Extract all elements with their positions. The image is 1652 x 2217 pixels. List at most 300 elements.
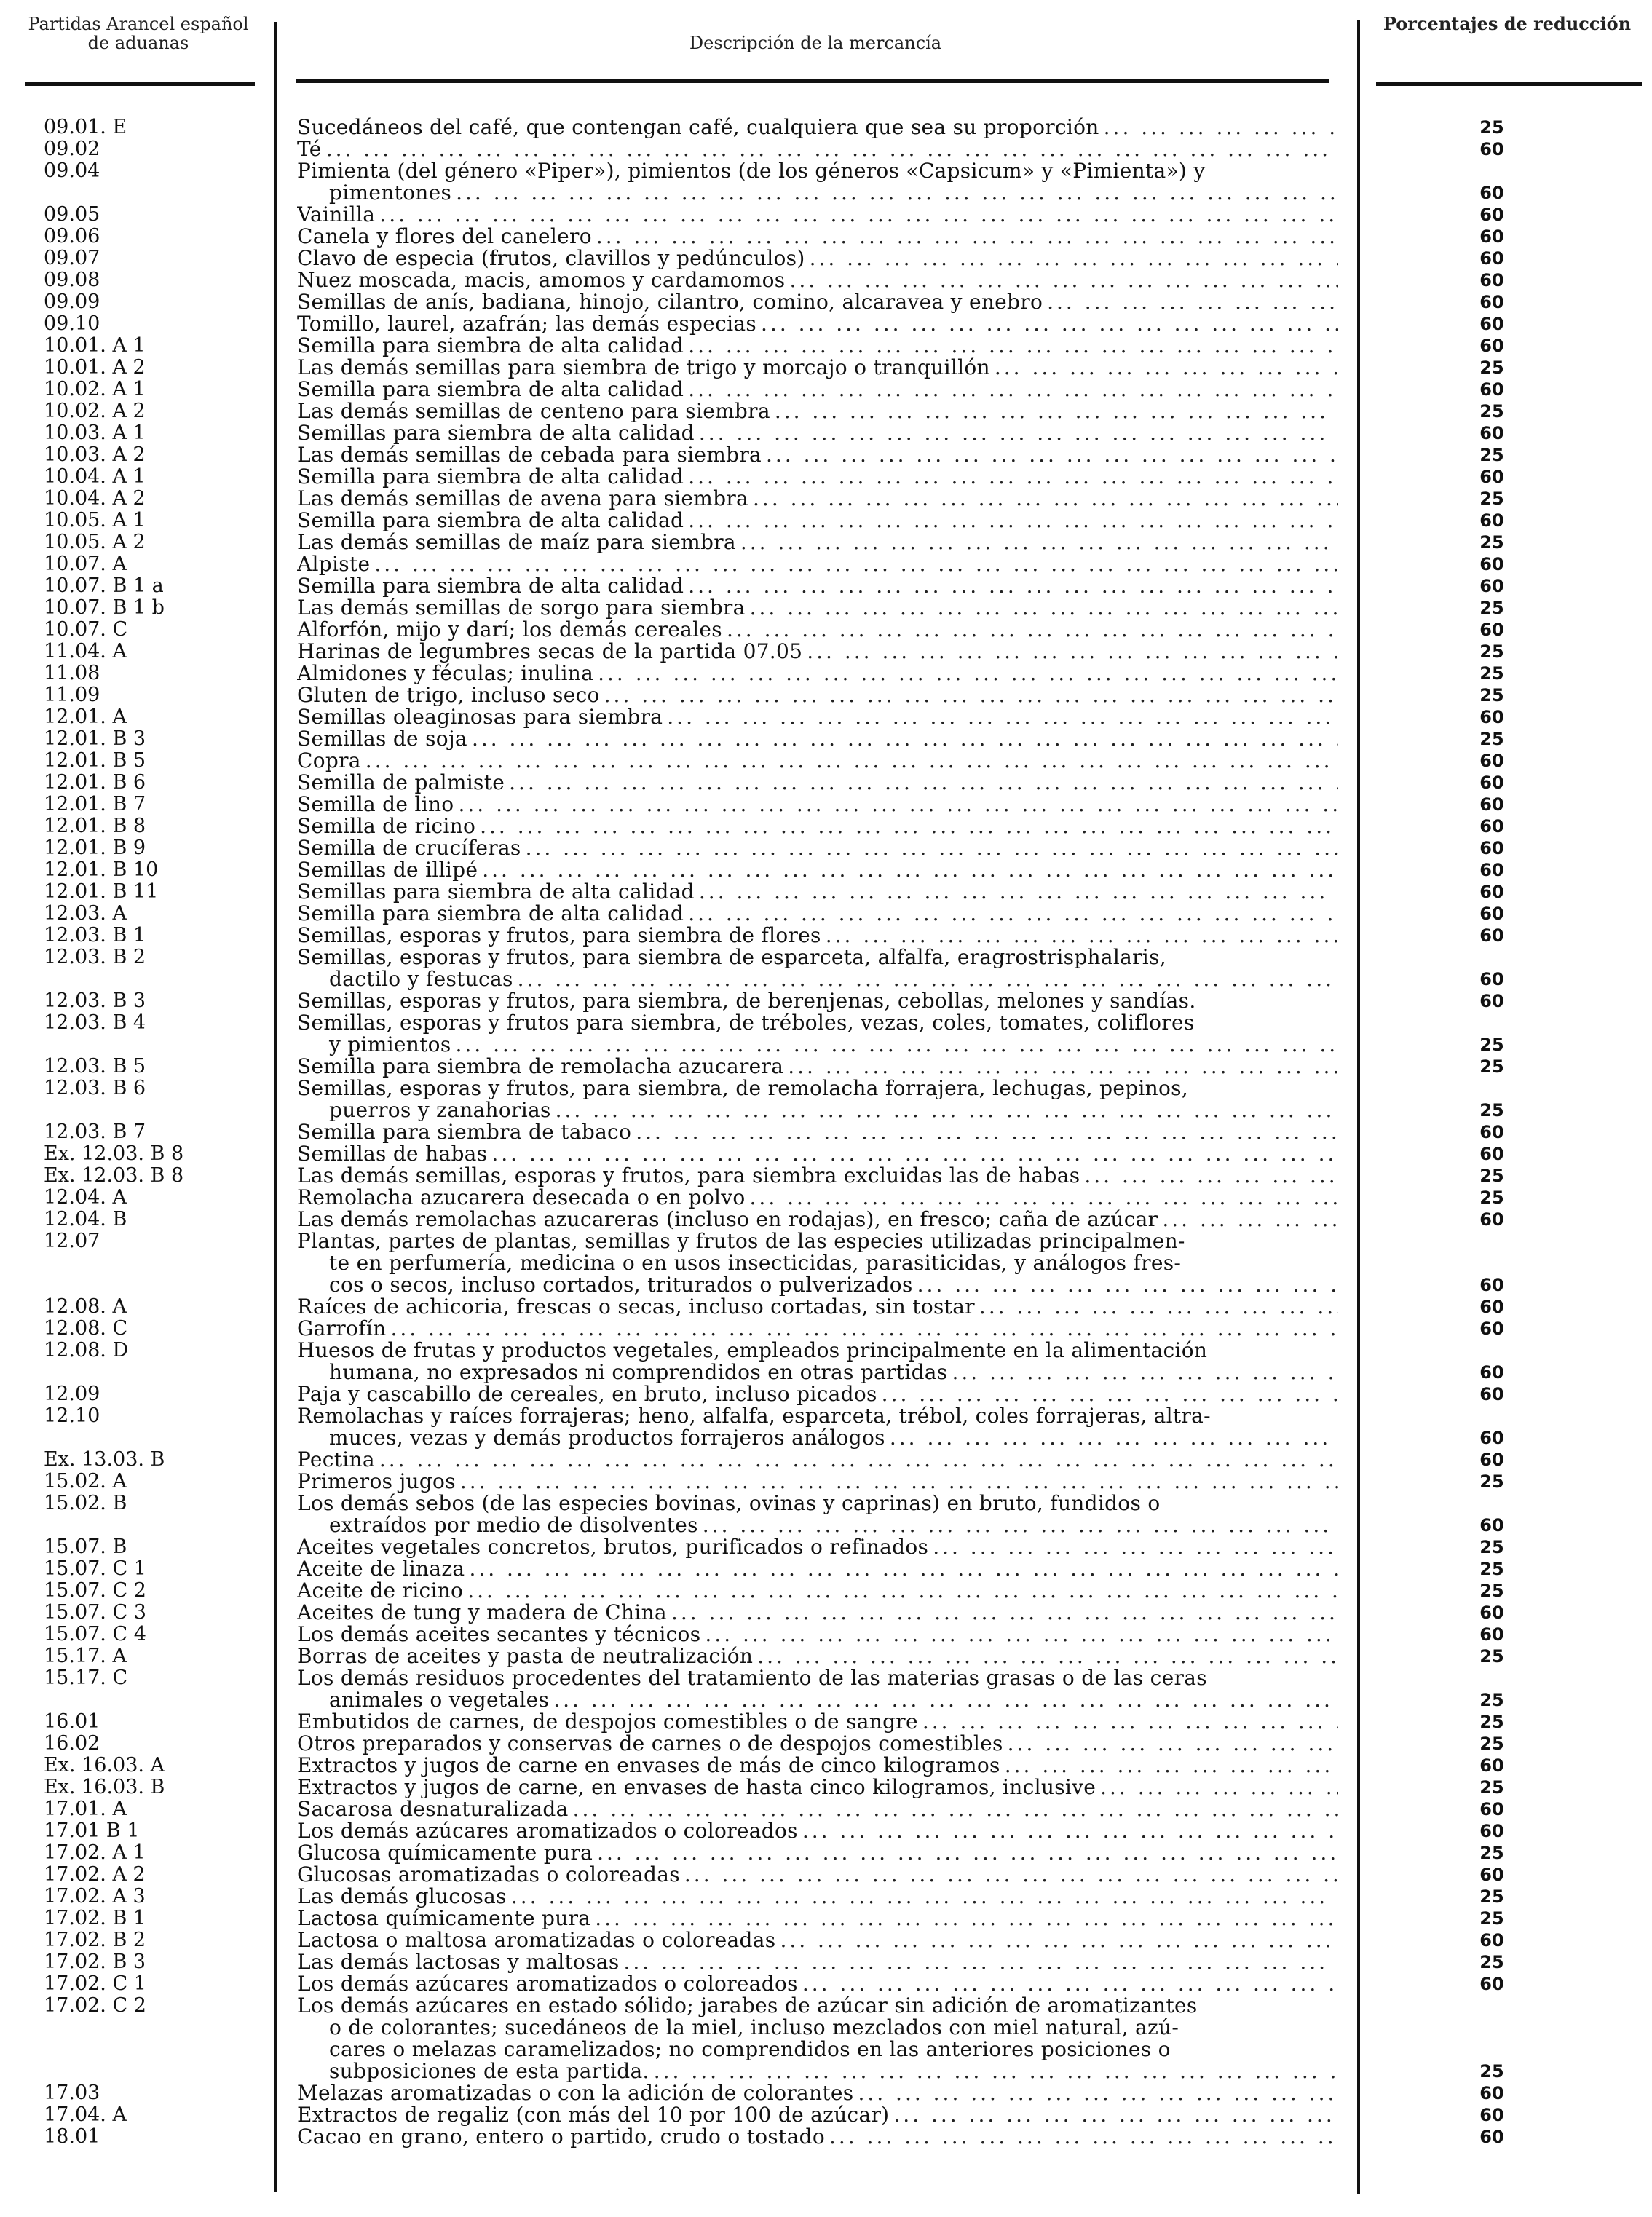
description-line [297, 663, 1338, 684]
description-text: Remolachas y raíces forrajeras; heno, alfalfa, esparceta, trébol, coles forrajeras, altra- [297, 1405, 1211, 1427]
description [297, 400, 1338, 422]
partida-code: 12.03. B 7 [44, 1121, 146, 1143]
reduction-percentage: 60 [1479, 1209, 1504, 1230]
table-row [0, 160, 1652, 204]
description [297, 1820, 1338, 1842]
description [297, 1777, 1338, 1798]
description [297, 1493, 1338, 1536]
description-line [297, 1580, 1338, 1602]
description-line [297, 1908, 1338, 1929]
description [297, 335, 1338, 357]
leader-dots [1043, 291, 1338, 313]
description [297, 1995, 1338, 2082]
leader-dots [821, 925, 1338, 947]
description [297, 531, 1338, 553]
description-text: cares o melazas caramelizados; no comprendidos en las anteriores posiciones o [329, 2039, 1171, 2060]
partida-code: 11.09 [44, 684, 100, 706]
partida-code: Ex. 12.03. B 8 [44, 1164, 184, 1187]
description-text: Almidones y féculas; inulina [297, 663, 594, 684]
table-row [0, 1318, 1652, 1340]
table-row [0, 1493, 1652, 1536]
partida-code: 17.03 [44, 2082, 100, 2104]
table-row [0, 422, 1652, 444]
reduction-percentage: 25 [1479, 1843, 1504, 1863]
table-row [0, 1886, 1652, 1908]
description-line [297, 204, 1338, 226]
description-text: Plantas, partes de plantas, semillas y frutos de las especies utilizadas principalmen- [297, 1230, 1185, 1252]
table-row [0, 794, 1652, 815]
table-row [0, 1842, 1652, 1864]
description-line [297, 772, 1338, 794]
partida-code: 09.04 [44, 159, 100, 182]
header-rule-right [1376, 82, 1642, 86]
description-text: Lactosa químicamente pura [297, 1908, 591, 1929]
description [297, 1908, 1338, 1929]
table-row [0, 444, 1652, 466]
reduction-percentage: 60 [1479, 2083, 1504, 2103]
reduction-percentage: 60 [1479, 467, 1504, 487]
reduction-percentage: 60 [1479, 183, 1504, 203]
description-line [297, 2017, 1338, 2039]
reduction-percentage: 25 [1479, 1471, 1504, 1492]
reduction-percentage: 60 [1479, 1122, 1504, 1142]
leader-dots [361, 750, 1338, 772]
table-row [0, 1536, 1652, 1558]
description-line [297, 510, 1338, 531]
description-text: Primeros jugos [297, 1471, 456, 1493]
description [297, 444, 1338, 466]
description-text: Gluten de trigo, incluso seco [297, 684, 600, 706]
leader-dots [507, 1886, 1338, 1908]
table-row [0, 881, 1652, 903]
reduction-percentage: 60 [1479, 2127, 1504, 2147]
reduction-percentage: 60 [1479, 1930, 1504, 1951]
reduction-percentage: 60 [1479, 1799, 1504, 1819]
description-line [297, 1602, 1338, 1624]
reduction-percentage: 25 [1479, 357, 1504, 378]
reduction-percentage: 60 [1479, 1428, 1504, 1448]
table-row [0, 531, 1652, 553]
description-text: Raíces de achicoria, frescas o secas, incluso cortadas, sin tostar [297, 1296, 975, 1318]
description-line [297, 1318, 1338, 1340]
leader-dots [770, 400, 1338, 422]
leader-dots [736, 531, 1338, 553]
description-text: Otros preparados y conservas de carnes o de despojos comestibles [297, 1733, 1003, 1755]
description-text: Tomillo, laurel, azafrán; las demás especias [297, 313, 757, 335]
leader-dots [684, 903, 1338, 925]
partida-code: 12.04. B [44, 1208, 127, 1230]
reduction-percentage: 60 [1479, 751, 1504, 771]
description [297, 619, 1338, 641]
description-line [297, 1099, 1338, 1121]
description-line [297, 619, 1338, 641]
description-text: Paja y cascabillo de cereales, en bruto, incluso picados [297, 1383, 877, 1405]
reduction-percentage: 25 [1479, 1559, 1504, 1579]
partida-code: 15.07. C 3 [44, 1601, 146, 1624]
table-row [0, 248, 1652, 269]
reduction-percentage: 60 [1479, 1450, 1504, 1470]
description-text: muces, vezas y demás productos forrajeros análogos [329, 1427, 885, 1449]
table-row [0, 1864, 1652, 1886]
table-row [0, 1383, 1652, 1405]
column-header-descripcion: Descripción de la mercancía [689, 33, 942, 53]
partida-code: 12.01. B 5 [44, 749, 146, 772]
partida-code: 12.03. B 6 [44, 1077, 146, 1099]
partida-code: 09.05 [44, 203, 100, 226]
leader-dots [1096, 1777, 1338, 1798]
partida-code: 12.01. B 9 [44, 837, 146, 859]
description-text: Vainilla [297, 204, 376, 226]
table-row [0, 1908, 1652, 1929]
description-text: Pectina [297, 1449, 375, 1471]
description-text: Sacarosa desnaturalizada [297, 1798, 569, 1820]
leader-dots [475, 815, 1338, 837]
leader-dots [746, 597, 1338, 619]
description-text: animales o vegetales [329, 1689, 550, 1711]
leader-dots [454, 794, 1338, 815]
partida-code: 12.10 [44, 1404, 100, 1427]
description [297, 1973, 1338, 1995]
reduction-percentage: 60 [1479, 707, 1504, 727]
reduction-percentage: 60 [1479, 1384, 1504, 1404]
description [297, 1449, 1338, 1471]
description-line [297, 1820, 1338, 1842]
partida-code: 17.04. A [44, 2103, 127, 2126]
table-row [0, 990, 1652, 1012]
description-text: Alforfón, mijo y darí; los demás cereales [297, 619, 722, 641]
description-text: Glucosas aromatizadas o coloreadas [297, 1864, 680, 1886]
partida-code: 12.03. B 4 [44, 1011, 146, 1034]
partida-code: 17.02. A 1 [44, 1841, 146, 1864]
description [297, 903, 1338, 925]
reduction-percentage: 25 [1479, 2061, 1504, 2082]
table-row [0, 947, 1652, 990]
leader-dots [753, 1645, 1338, 1667]
table-row [0, 619, 1652, 641]
partida-code: 12.01. A [44, 706, 127, 728]
description [297, 947, 1338, 990]
description-text: Semilla para siembra de tabaco [297, 1121, 632, 1143]
leader-dots [375, 1449, 1338, 1471]
table-row [0, 728, 1652, 750]
description [297, 1056, 1338, 1078]
table-row [0, 116, 1652, 138]
description-line [297, 291, 1338, 313]
reduction-percentage: 25 [1479, 445, 1504, 465]
partida-code: Ex. 16.03. B [44, 1776, 165, 1798]
table-row [0, 1602, 1652, 1624]
description-text: Las demás semillas de sorgo para siembra [297, 597, 746, 619]
leader-dots [451, 182, 1338, 204]
description-line [297, 1209, 1338, 1230]
description-line [297, 1951, 1338, 1973]
leader-dots [521, 837, 1338, 859]
description-line [297, 138, 1338, 160]
reduction-percentage: 25 [1479, 641, 1504, 662]
description-line [297, 1624, 1338, 1645]
description-line [297, 248, 1338, 269]
leader-dots [825, 2126, 1338, 2148]
leader-dots [990, 357, 1338, 379]
leader-dots [798, 1820, 1338, 1842]
reduction-percentage: 25 [1479, 1646, 1504, 1667]
partida-code: 10.07. B 1 b [44, 596, 165, 619]
table-row [0, 138, 1652, 160]
table-row [0, 1820, 1652, 1842]
description-line [297, 575, 1338, 597]
table-row [0, 1405, 1652, 1449]
leader-dots [451, 1034, 1339, 1056]
reduction-percentage: 60 [1479, 794, 1504, 815]
description-text: Semilla de lino [297, 794, 454, 815]
description-text: Aceites de tung y madera de China [297, 1602, 667, 1624]
reduction-percentage: 60 [1479, 772, 1504, 793]
leader-dots [684, 510, 1338, 531]
description-text: Pimienta (del género «Piper»), pimientos (de los géneros «Capsicum» y «Pimienta») y [297, 160, 1206, 182]
description-line [297, 2104, 1338, 2126]
description-line [297, 1012, 1338, 1034]
description [297, 269, 1338, 291]
partida-code: 11.08 [44, 662, 100, 684]
reduction-percentage: 25 [1479, 598, 1504, 618]
leader-dots [746, 1187, 1338, 1209]
partida-code: 12.07 [44, 1230, 100, 1252]
table-row [0, 2082, 1652, 2104]
description-text: Semillas, esporas y frutos, para siembra, de remolacha forrajera, lechugas, pepinos, [297, 1078, 1189, 1099]
partida-code: 12.01. B 11 [44, 880, 159, 903]
partida-code: 15.07. B [44, 1536, 127, 1558]
description-line [297, 1296, 1338, 1318]
table-row [0, 903, 1652, 925]
reduction-percentage: 60 [1479, 1144, 1504, 1164]
reduction-percentage: 60 [1479, 816, 1504, 837]
partida-code: 10.03. A 2 [44, 443, 146, 466]
partida-code: 10.02. A 1 [44, 378, 146, 400]
description [297, 641, 1338, 663]
leader-dots [785, 269, 1338, 291]
description [297, 881, 1338, 903]
description-line [297, 750, 1338, 772]
reduction-percentage: 60 [1479, 336, 1504, 356]
leader-dots [722, 619, 1338, 641]
description-line [297, 1187, 1338, 1209]
description-line [297, 1667, 1338, 1689]
partida-code: 12.01. B 6 [44, 771, 146, 794]
partida-code: 12.03. A [44, 902, 127, 925]
partida-code: 15.07. C 4 [44, 1623, 146, 1645]
table-row [0, 204, 1652, 226]
description-line [297, 1973, 1338, 1995]
table-row [0, 750, 1652, 772]
reduction-percentage: 25 [1479, 117, 1504, 138]
description-text: Semillas de soja [297, 728, 467, 750]
table-row [0, 684, 1652, 706]
partida-code: 10.05. A 1 [44, 509, 146, 531]
description-text: Las demás semillas, esporas y frutos, para siembra excluidas las de habas [297, 1165, 1080, 1187]
leader-dots [798, 1973, 1338, 1995]
reduction-percentage: 25 [1479, 1035, 1504, 1055]
description [297, 1929, 1338, 1951]
leader-dots [631, 1121, 1338, 1143]
description-line [297, 2126, 1338, 2148]
table-row [0, 1471, 1652, 1493]
table-row [0, 1645, 1652, 1667]
description-line [297, 837, 1338, 859]
description [297, 728, 1338, 750]
leader-dots [684, 575, 1338, 597]
reduction-percentage: 25 [1479, 1581, 1504, 1601]
description [297, 663, 1338, 684]
description-line [297, 400, 1338, 422]
description-line [297, 1471, 1338, 1493]
partida-code: 15.17. C [44, 1667, 128, 1689]
partida-code: 10.05. A 2 [44, 531, 146, 553]
description [297, 1383, 1338, 1405]
table-row [0, 269, 1652, 291]
description-text: Alpiste [297, 553, 371, 575]
description-text: Semilla de crucíferas [297, 837, 521, 859]
table-row [0, 925, 1652, 947]
description-line [297, 881, 1338, 903]
leader-dots [1158, 1209, 1338, 1230]
table-row [0, 706, 1652, 728]
description-text: Nuez moscada, macis, amomos y cardamomos [297, 269, 786, 291]
description-line [297, 1427, 1338, 1449]
description [297, 1340, 1338, 1383]
description-line [297, 1230, 1338, 1252]
description [297, 1580, 1338, 1602]
description [297, 488, 1338, 510]
table-row [0, 1296, 1652, 1318]
description-text: o de colorantes; sucedáneos de la miel, incluso mezclados con miel natural, azú- [329, 2017, 1179, 2039]
reduction-percentage: 60 [1479, 1319, 1504, 1339]
description-line [297, 1995, 1338, 2017]
leader-dots [775, 1929, 1338, 1951]
table-row [0, 2104, 1652, 2126]
description [297, 1733, 1338, 1755]
description-text: Canela y flores del canelero [297, 226, 592, 248]
leader-dots [663, 706, 1338, 728]
description [297, 510, 1338, 531]
description [297, 1230, 1338, 1296]
leader-dots [620, 1951, 1339, 1973]
reduction-percentage: 25 [1479, 1537, 1504, 1557]
description-text: Semilla para siembra de alta calidad [297, 510, 684, 531]
reduction-percentage: 60 [1479, 1624, 1504, 1645]
description [297, 2104, 1338, 2126]
description-text: Semilla para siembra de alta calidad [297, 466, 684, 488]
description [297, 2126, 1338, 2148]
description [297, 597, 1338, 619]
reduction-percentage: 60 [1479, 576, 1504, 596]
description-line [297, 160, 1338, 182]
leader-dots [684, 335, 1338, 357]
description-line [297, 2082, 1338, 2104]
description-text: Semillas, esporas y frutos, para siembra de flores [297, 925, 821, 947]
description-text: Semilla para siembra de alta calidad [297, 575, 684, 597]
partida-code: 09.10 [44, 312, 100, 335]
column-header-partidas: Partidas Arancel español de aduanas [28, 14, 249, 53]
description [297, 422, 1338, 444]
description-line [297, 1449, 1338, 1471]
leader-dots [700, 1624, 1338, 1645]
description-text: Remolacha azucarera desecada o en polvo [297, 1187, 746, 1209]
reduction-percentage: 25 [1479, 1734, 1504, 1754]
description-line [297, 1558, 1338, 1580]
partida-code: 17.02. A 2 [44, 1863, 146, 1886]
partida-code: 09.01. E [44, 116, 127, 138]
leader-dots [386, 1318, 1338, 1340]
reduction-percentage: 60 [1479, 1603, 1504, 1623]
table-row [0, 335, 1652, 357]
description-line [297, 1514, 1338, 1536]
reduction-percentage: 60 [1479, 969, 1504, 989]
reduction-percentage: 60 [1479, 270, 1504, 291]
description [297, 1405, 1338, 1449]
description [297, 1602, 1338, 1624]
table-row [0, 553, 1652, 575]
partida-code: 09.06 [44, 225, 100, 248]
table-row [0, 772, 1652, 794]
leader-dots [698, 1514, 1338, 1536]
description-text: Las demás semillas de avena para siembra [297, 488, 749, 510]
partida-code: 16.01 [44, 1710, 100, 1733]
description-line [297, 1711, 1338, 1733]
description-text: Los demás sebos (de las especies bovinas, ovinas y caprinas) en bruto, fundidos o [297, 1493, 1161, 1514]
description [297, 291, 1338, 313]
leader-dots [593, 663, 1338, 684]
description [297, 1667, 1338, 1711]
description-line [297, 2039, 1338, 2060]
table-row [0, 1624, 1652, 1645]
partida-code: 12.01. B 10 [44, 858, 159, 881]
partida-code: 10.03. A 1 [44, 422, 146, 444]
leader-dots [463, 1580, 1338, 1602]
partida-code: Ex. 16.03. A [44, 1754, 165, 1777]
description [297, 1078, 1338, 1121]
description-text: Huesos de frutas y productos vegetales, empleados principalmente en la alimentación [297, 1340, 1208, 1362]
description-text: Copra [297, 750, 361, 772]
leader-dots [975, 1296, 1338, 1318]
description-text: Las demás lactosas y maltosas [297, 1951, 620, 1973]
description-text: Las demás semillas de cebada para siembra [297, 444, 762, 466]
description-line [297, 706, 1338, 728]
reduction-percentage: 60 [1479, 205, 1504, 225]
partida-code: 10.04. A 1 [44, 465, 146, 488]
description [297, 575, 1338, 597]
description-text: Semillas de illipé [297, 859, 478, 881]
partida-code: 10.07. A [44, 553, 127, 575]
leader-dots [487, 1143, 1338, 1165]
description-text: Las demás semillas de maíz para siembra [297, 531, 736, 553]
reduction-percentage: 25 [1479, 1100, 1504, 1121]
partida-code: 12.04. A [44, 1186, 127, 1209]
description-line [297, 684, 1338, 706]
table-row [0, 1143, 1652, 1165]
description [297, 138, 1338, 160]
description-line [297, 903, 1338, 925]
description-text: Semilla para siembra de alta calidad [297, 903, 684, 925]
description-line [297, 2060, 1338, 2082]
description-text: Semillas para siembra de alta calidad [297, 422, 695, 444]
column-header-porcentajes: Porcentajes de reducción [1383, 13, 1632, 34]
description-text: Semillas, esporas y frutos, para siembra de esparceta, alfalfa, eragrostrisphalaris, [297, 947, 1166, 968]
description-line [297, 1689, 1338, 1711]
description-line [297, 1362, 1338, 1383]
description-line [297, 116, 1338, 138]
tariff-table [0, 116, 1652, 2148]
partida-code: 09.09 [44, 291, 100, 313]
